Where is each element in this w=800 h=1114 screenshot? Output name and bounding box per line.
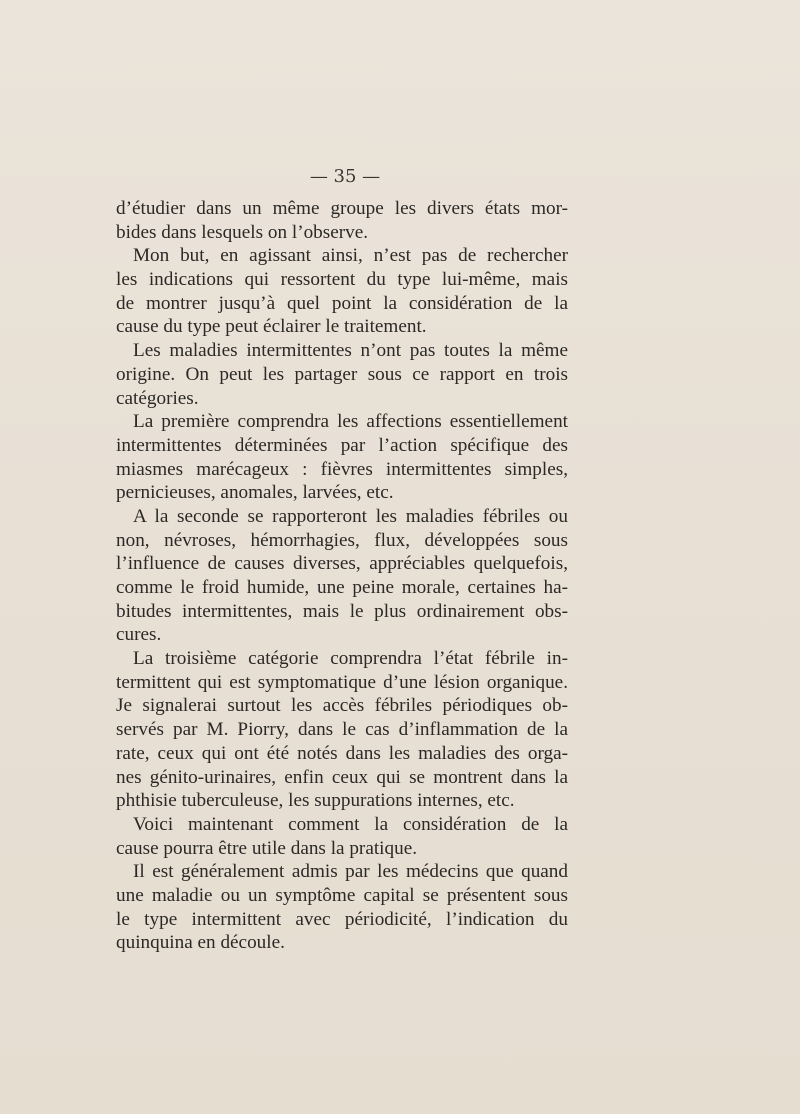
text-line: d’étudier dans un même groupe les divers états mor- bbox=[116, 198, 568, 219]
text-line: les indications qui ressortent du type lui-même, mais bbox=[116, 269, 568, 291]
text-line: La première comprendra les affections essentiellement bbox=[133, 411, 568, 433]
text-line: non, névroses, hémorrhagies, flux, développées sous bbox=[116, 529, 568, 551]
text-line: termittent qui est symptomatique d’une lésion organique. bbox=[116, 671, 568, 693]
text-line: nes génito-urinaires, enfin ceux qui se montrent dans la bbox=[116, 766, 568, 788]
text-line: Mon but, en agissant ainsi, n’est pas de rechercher bbox=[133, 245, 568, 267]
text-line: Voici maintenant comment la considération de la bbox=[133, 813, 568, 835]
text-line: le type intermittent avec périodicité, l’indication du bbox=[116, 908, 568, 930]
body-text bbox=[116, 197, 568, 955]
text-line: Les maladies intermittentes n’ont pas toutes la même bbox=[133, 340, 568, 362]
text-line: bides dans lesquels on l’observe. bbox=[116, 221, 369, 243]
text-line: de montrer jusqu’à quel point la considération de la bbox=[116, 292, 568, 314]
text-line: La troisième catégorie comprendra l’état fébrile in- bbox=[133, 648, 568, 670]
text-line: comme le froid humide, une peine morale, certaines ha- bbox=[116, 577, 568, 598]
text-line: pernicieuses, anomales, larvées, etc. bbox=[116, 482, 394, 504]
text-line: l’influence de causes diverses, appréciables quelquefois, bbox=[116, 553, 568, 575]
text-line: origine. On peut les partager sous ce rapport en trois bbox=[116, 363, 568, 385]
text-line: cause du type peut éclairer le traitement. bbox=[116, 316, 427, 338]
text-line: Il est généralement admis par les médecins que quand bbox=[133, 861, 568, 883]
text-line: miasmes marécageux : fièvres intermittentes simples, bbox=[116, 458, 568, 480]
text-line: Je signalerai surtout les accès fébriles périodiques ob- bbox=[116, 695, 568, 717]
text-line: cures. bbox=[116, 624, 162, 646]
text-line: A la seconde se rapporteront les maladies fébriles ou bbox=[133, 505, 568, 527]
text-line: servés par M. Piorry, dans le cas d’inflammation de la bbox=[116, 719, 568, 741]
text-line: catégories. bbox=[116, 387, 199, 409]
text-line: intermittentes déterminées par l’action spécifique des bbox=[116, 434, 568, 456]
text-line: quinquina en découle. bbox=[116, 932, 285, 954]
page-number: — 35 — bbox=[309, 166, 381, 187]
text-line: bitudes intermittentes, mais le plus ordinairement obs- bbox=[116, 600, 568, 622]
text-line: rate, ceux qui ont été notés dans les maladies des orga- bbox=[116, 742, 568, 764]
text-line: une maladie ou un symptôme capital se présentent sous bbox=[116, 884, 568, 906]
text-line: cause pourra être utile dans la pratique. bbox=[116, 837, 418, 859]
text-line: phthisie tuberculeuse, les suppurations internes, etc. bbox=[116, 790, 515, 812]
